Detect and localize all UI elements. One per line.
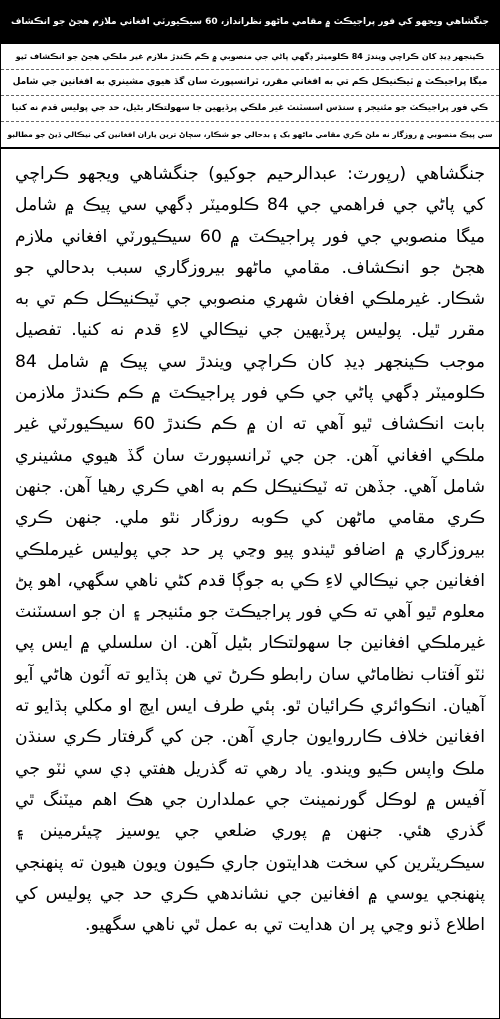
subheadline-2: ميگا پراجيڪٽ ۾ ٽيڪنيڪل ڪم تي به افغاني مقرر، ٽرانسپورٽ سان گڏ هيوي مشينري به افغانين جي شامل (1, 70, 499, 96)
headline: جنگشاهي ويجهو کي فور پراجيڪٽ ۾ مقامي ماڻهو نظرانداز، 60 سيڪيورٽي افغاني ملازم هجڻ جو انڪشاف (1, 1, 499, 44)
article-body (1, 149, 499, 941)
subheadline-1: ڪينجهر ڊيڊ کان ڪراچي ويندڙ 84 ڪلوميٽر ڊگهي پاڻي جي منصوبي ۾ ڪم ڪندڙ ملازم غير ملڪي هجڻ جو انڪشاف ٿيو (1, 44, 499, 70)
subheadline-4: سي پيڪ منصوبي ۾ روزگار نه ملڻ ڪري مقامي ماڻهو بک ۽ بدحالي جو شڪار، سڄاڻ ترين ياران افغانين کي نيڪالي ڏيڻ جو مطالبو (7, 130, 493, 139)
subheadline-3: ڪي فور پراجيڪٽ جو مئنيجر ۽ سنڌس اسسٽنٽ غير ملڪي پرڏيهين جا سهولتڪار بڻيل، حد جي پوليس قدم نه کنيا (1, 96, 499, 122)
article-body-text: جنگشاهي (رپورٽ: عبدالرحيم جوکيو) جنگشاهي ويجهو ڪراچي کي پاڻي جي فراهمي جي 84 ڪلوميٽر ڊگهي سي پيڪ ۾ شامل ميگا منصوبي جي فور پراجيڪٽ ۾ 60 سيڪيورٽي افغاني ملازم هجڻ جو انڪشاف. مقامي ماڻهو بيروزگاري سبب بدحالي جو شڪار. غيرملڪي افغان شهري منصوبي جي ٽيڪنيڪل ڪم تي به مقرر ٿيل. پوليس پرڏيهين جي نيڪالي لاءِ قدم نه کنيا. تفصيل موجب ڪينجهر ڊيڊ کان ڪراچي ويندڙ سي پيڪ ۾ شامل 84 ڪلوميٽر ڊگهي پاڻي جي ڪي فور پراجيڪٽ ۾ ڪم ڪندڙ ملازمن بابت انڪشاف ٿيو آهي ته ان ۾ ڪم ڪندڙ 60 سيڪيورٽي غير ملڪي افغاني آهن. جن جي ٽرانسپورٽ سان گڏ هيوي مشينري شامل آهي. جڏهن ته ٽيڪنيڪل ڪم به اهي ڪري رهيا آهن. جنهن ڪري مقامي ماڻهن کي ڪوبه روزگار نٿو ملي. جنهن ڪري بيروزگاري ۾ اضافو ٿيندو پيو وڃي پر حد جي پوليس غيرملڪي افغانين جي نيڪالي لاءِ ڪي به جوڳا قدم کڻي ناهي سگهي، اهو پڻ معلوم ٿيو آهي ته ڪي فور پراجيڪٽ جو مئنيجر ۽ ان جو اسسٽنٽ غيرملڪي افغانين جا سهولتڪار بڻيل آهن. ان سلسلي ۾ ايس پي ٺٽو آفتاب نظاماڻي سان رابطو ڪرڻ تي هن ٻڌايو ته آئون هاڻي آيو آهيان. انڪوائري ڪرائيان ٿو. ٻئي طرف ايس ايچ او مکلي ٻڌايو ته افغانين خلاف ڪارروايون جاري آهن. جن کي گرفتار ڪري سنڌن ملڪ واپس ڪيو ويندو. ياد رهي ته گذريل هفتي ڊي سي ٺٽو جي آفيس ۾ لوڪل گورنمينٽ جي عملدارن جي هڪ اهم ميٽنگ ٿي گذري هئي. جنهن ۾ پوري ضلعي جي يوسيز چيئرمينن ۽ سيڪريٽرين کي سخت هدايتون جاري ڪيون ويون هيون ته پنهنجي پنهنجي يوسي ۾ افغانين جي نشاندهي ڪري حد جي پوليس کي اطلاع ڏنو وڃي پر ان هدايت تي به عمل ٿي ناهي سگهيو. (15, 164, 485, 936)
subheadline-block (1, 44, 499, 149)
